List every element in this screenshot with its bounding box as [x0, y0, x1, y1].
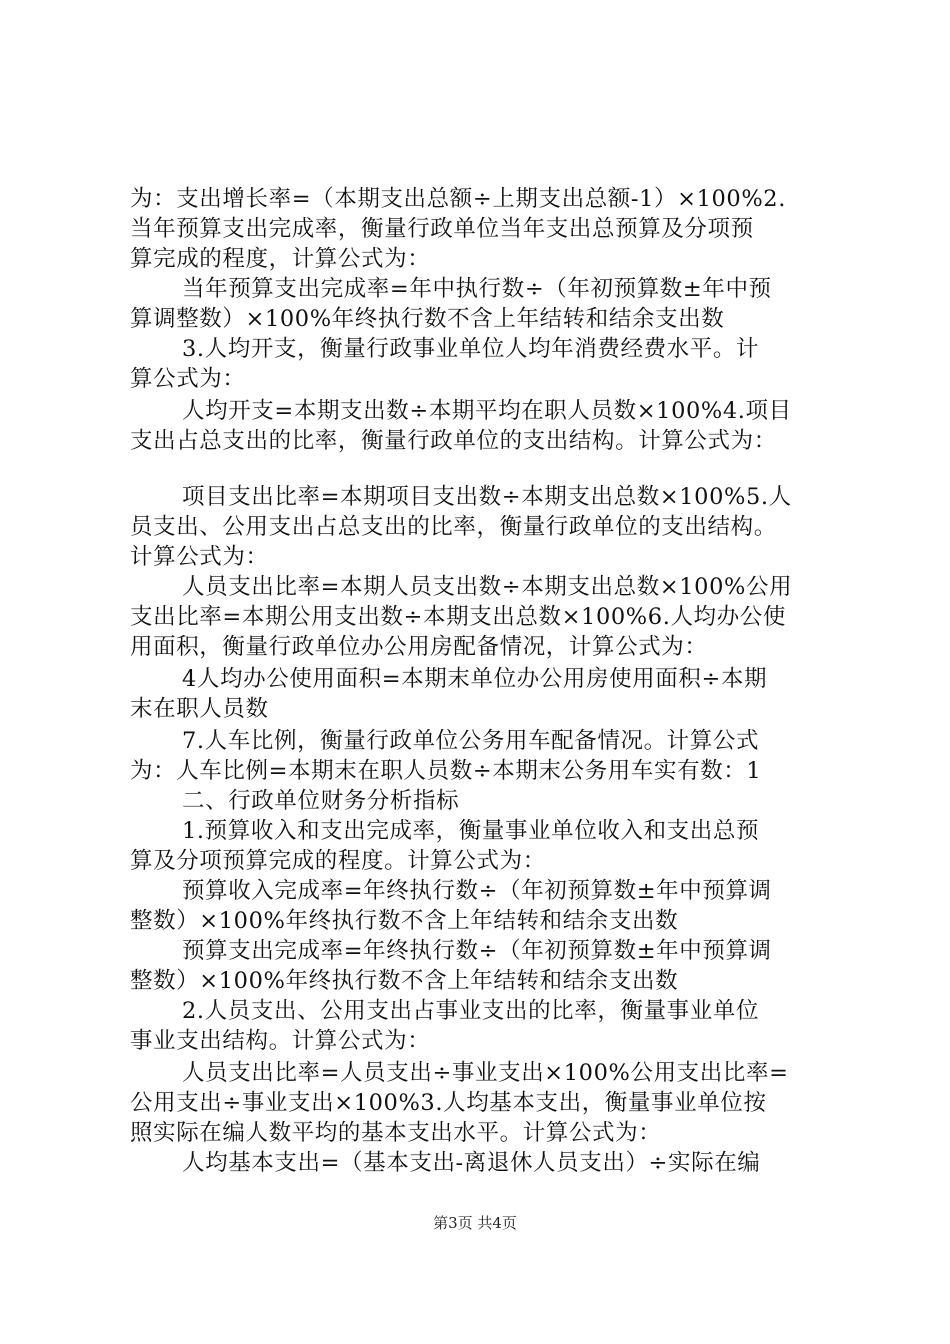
paragraph-line: 1.预算收入和支出完成率，衡量事业单位收入和支出总预	[182, 818, 760, 844]
paragraph-line: 7.人车比例，衡量行政单位公务用车配备情况。计算公式	[182, 728, 760, 754]
paragraph-line: 算完成的程度，计算公式为：	[130, 246, 431, 272]
paragraph-line: 支出占总支出的比率，衡量行政单位的支出结构。计算公式为：	[130, 428, 777, 454]
paragraph-line: 人员支出比率=本期人员支出数÷本期支出总数×100%公用	[182, 574, 793, 600]
section-heading: 二、行政单位财务分析指标	[182, 788, 460, 814]
paragraph-line: 员支出、公用支出占总支出的比率，衡量行政单位的支出结构。	[130, 514, 777, 540]
paragraph-line: 预算支出完成率=年终执行数÷（年初预算数±年中预算调	[182, 938, 772, 964]
paragraph-line: 4人均办公使用面积=本期末单位办公用房使用面积÷本期	[182, 666, 768, 692]
paragraph-line: 2.人员支出、公用支出占事业支出的比率，衡量事业单位	[182, 998, 760, 1024]
paragraph-line: 整数）×100%年终执行数不含上年结转和结余支出数	[130, 908, 679, 934]
paragraph-line: 末在职人员数	[130, 696, 269, 722]
paragraph-line: 当年预算支出完成率，衡量行政单位当年支出总预算及分项预	[130, 216, 754, 242]
paragraph-line: 算公式为：	[130, 366, 246, 392]
paragraph-line: 算调整数）×100%年终执行数不含上年结转和结余支出数	[130, 306, 725, 332]
paragraph-line: 为：支出增长率=（本期支出总额÷上期支出总额-1）×100%2.	[130, 186, 786, 212]
paragraph-line: 算及分项预算完成的程度。计算公式为：	[130, 848, 546, 874]
paragraph-line: 为：人车比例=本期末在职人员数÷本期末公务用车实有数：1	[130, 758, 762, 784]
paragraph-line: 预算收入完成率=年终执行数÷（年初预算数±年中预算调	[182, 878, 772, 904]
paragraph-line: 计算公式为：	[130, 544, 269, 570]
paragraph-line: 支出比率=本期公用支出数÷本期支出总数×100%6.人均办公使	[130, 604, 786, 630]
paragraph-line: 人均基本支出=（基本支出-离退休人员支出）÷实际在编	[182, 1150, 761, 1176]
paragraph-line: 事业支出结构。计算公式为：	[130, 1028, 431, 1054]
paragraph-line: 用面积，衡量行政单位办公用房配备情况，计算公式为：	[130, 634, 708, 660]
paragraph-line: 3.人均开支，衡量行政事业单位人均年消费经费水平。计	[182, 336, 760, 362]
paragraph-line: 项目支出比率=本期项目支出数÷本期支出总数×100%5.人	[182, 484, 792, 510]
paragraph-line: 整数）×100%年终执行数不含上年结转和结余支出数	[130, 968, 679, 994]
page-number-footer: 第3页 共4页	[433, 1214, 517, 1232]
paragraph-line: 当年预算支出完成率=年中执行数÷（年初预算数±年中预	[182, 276, 772, 302]
paragraph-line: 人员支出比率=人员支出÷事业支出×100%公用支出比率=	[182, 1060, 789, 1086]
paragraph-line: 照实际在编人数平均的基本支出水平。计算公式为：	[130, 1120, 662, 1146]
paragraph-line: 公用支出÷事业支出×100%3.人均基本支出，衡量事业单位按	[130, 1090, 767, 1116]
paragraph-line: 人均开支=本期支出数÷本期平均在职人员数×100%4.项目	[182, 398, 792, 424]
